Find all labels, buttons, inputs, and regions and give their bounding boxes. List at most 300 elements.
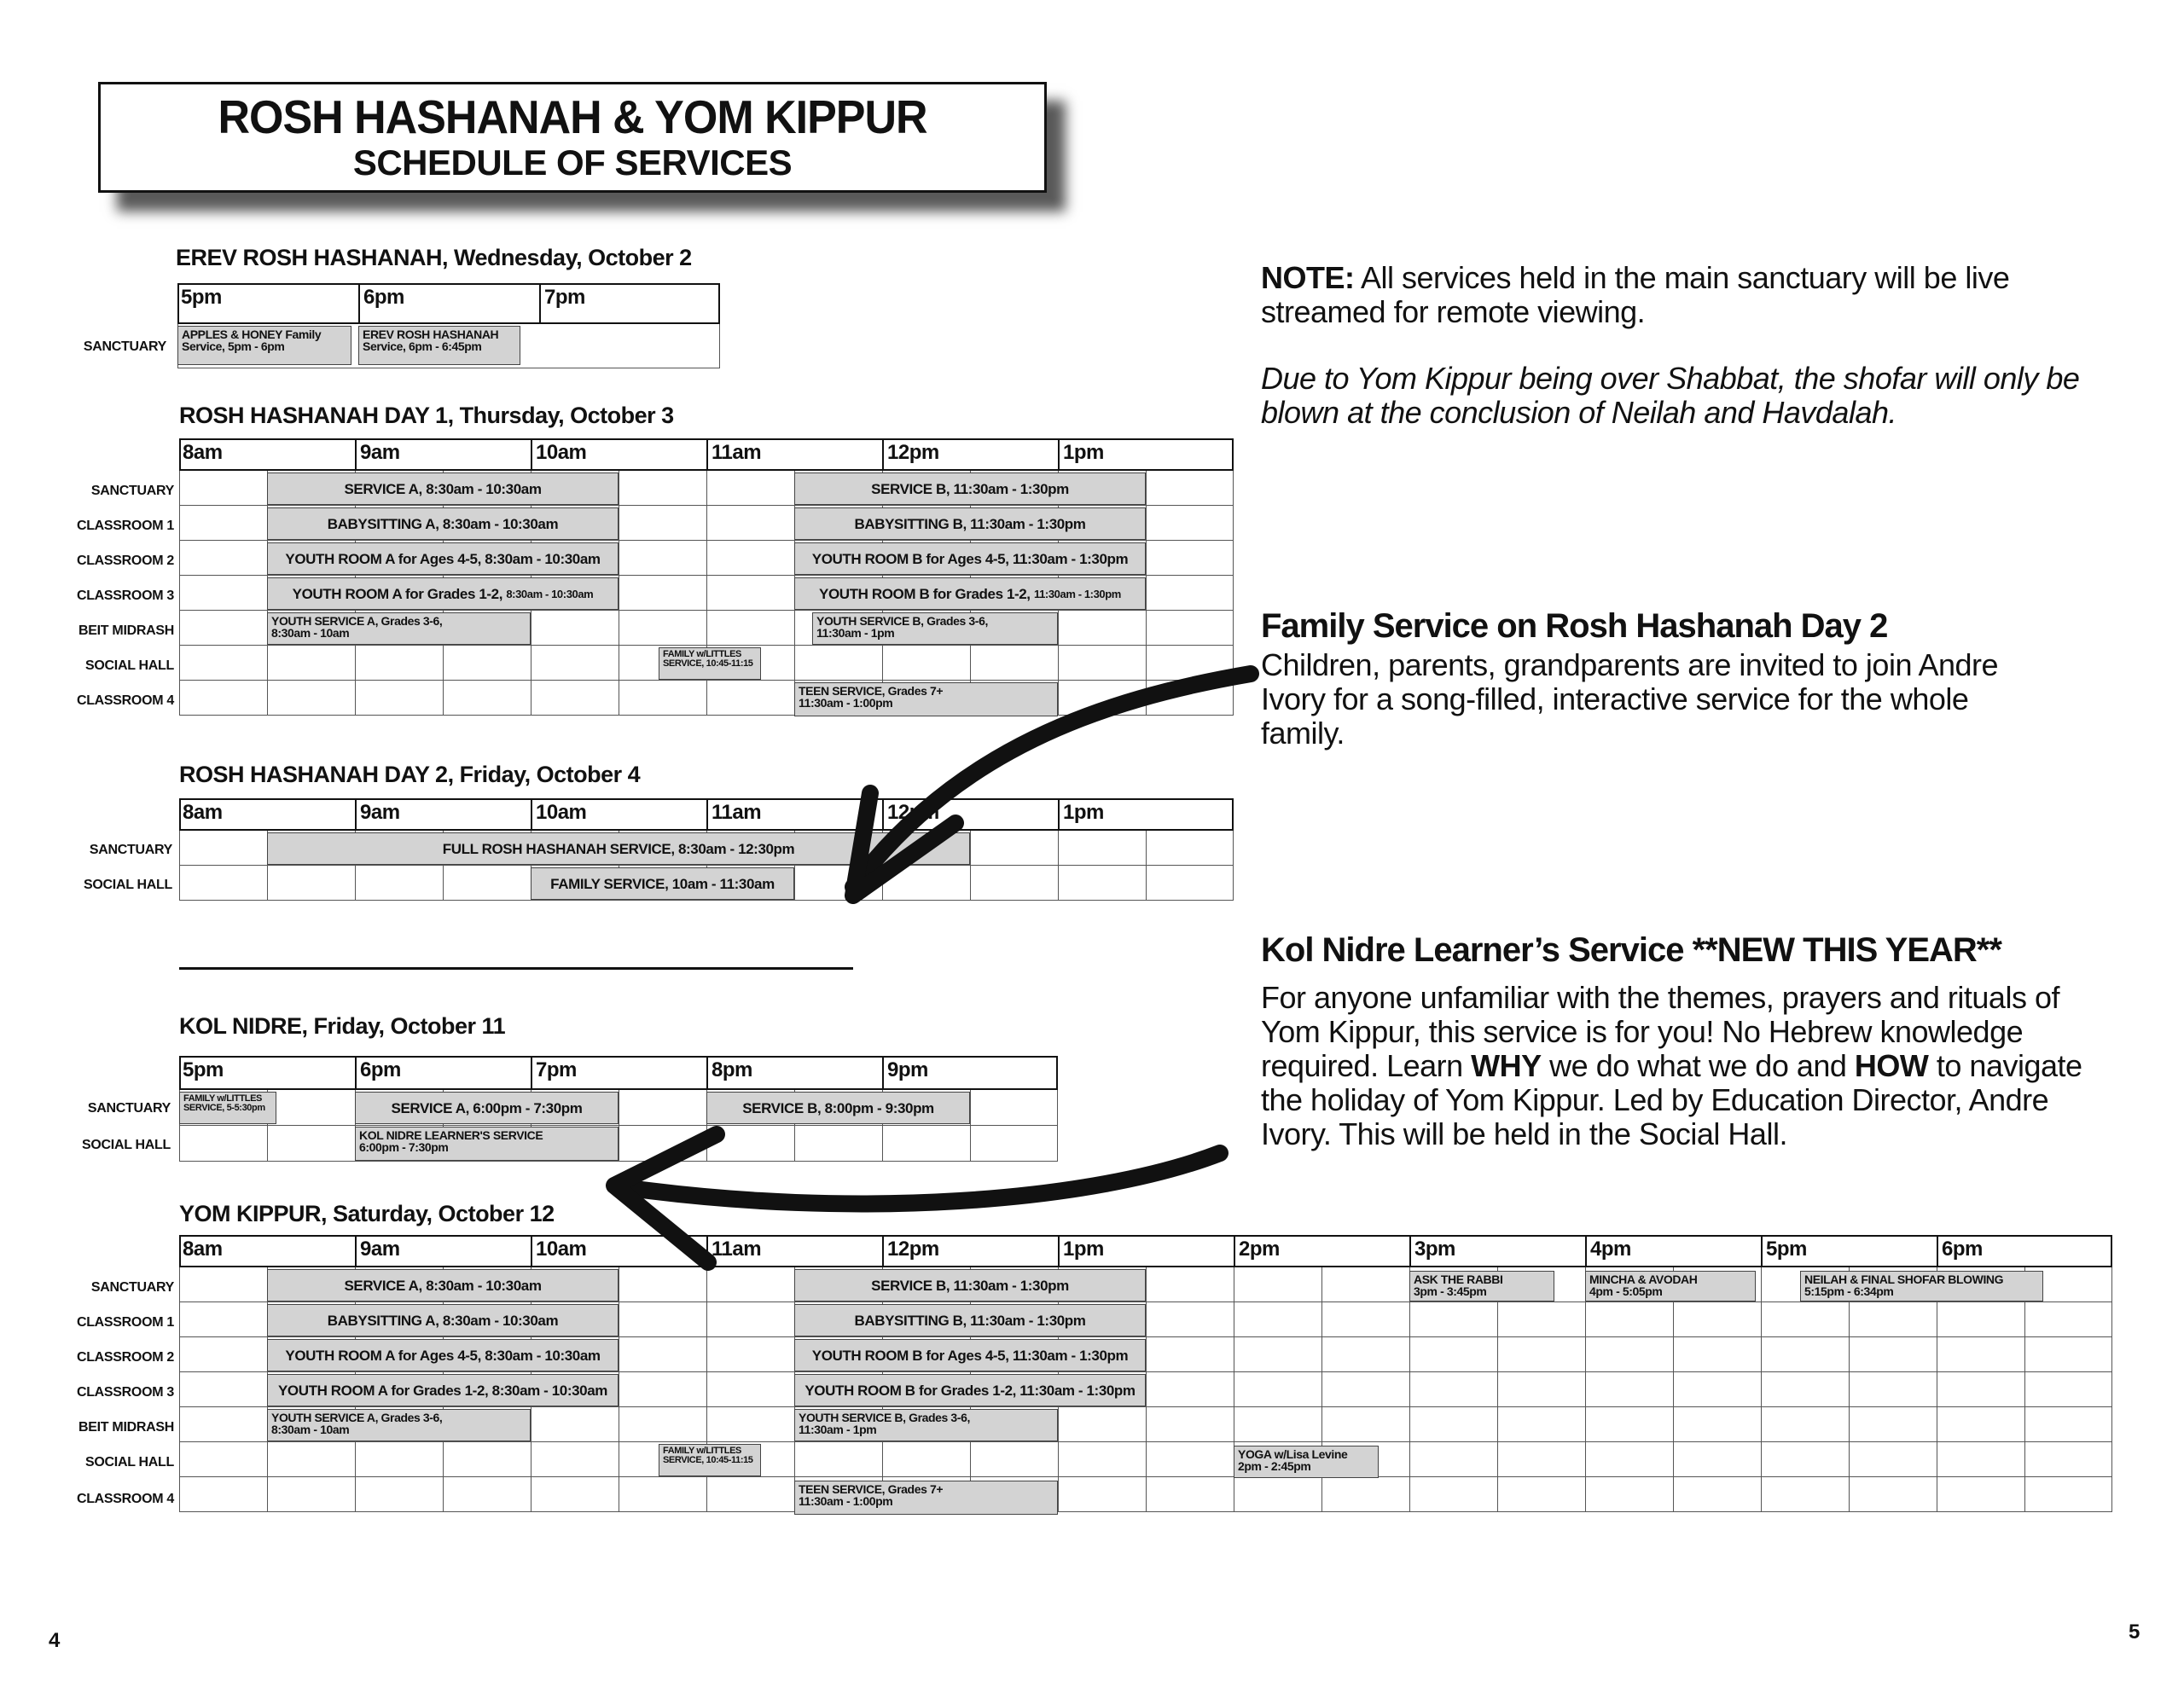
rh1-time-12pm: 12pm	[882, 438, 1058, 471]
erev-time-7pm: 7pm	[539, 283, 720, 324]
yk-cell	[2024, 1477, 2112, 1512]
erev-time-5pm: 5pm	[181, 286, 222, 309]
yk-cell	[1409, 1477, 1497, 1512]
kn-event-learners-service	[355, 1127, 619, 1161]
rh1-event-babysitting-a: BABYSITTING A, 8:30am - 10:30am	[267, 507, 619, 540]
kn-time-5pm: 5pm	[183, 1058, 224, 1081]
rh1-cell	[1058, 646, 1146, 681]
kn-ls-text: KOL NIDRE LEARNER'S SERVICE	[359, 1128, 543, 1142]
rh1-cell	[619, 506, 706, 541]
yk-cell	[1234, 1477, 1321, 1512]
rh2-cell	[1146, 831, 1234, 866]
yk-cell	[1761, 1477, 1849, 1512]
rh1-fl-time: SERVICE, 10:45-11:15	[663, 658, 753, 669]
yk-cell	[1146, 1477, 1234, 1512]
rh1-event-youth-room-b-ages: YOUTH ROOM B for Ages 4-5, 11:30am - 1:30pm	[794, 542, 1146, 575]
rh1-cell	[443, 681, 531, 716]
yk-cell	[619, 1337, 706, 1372]
yk-cell	[1673, 1407, 1761, 1442]
rh1-event-teen-service	[794, 682, 1058, 716]
rh1-cell	[355, 646, 443, 681]
family-service-text: Children, parents, grandparents are invited to join Andre Ivory for a song-filled, interactive service for the whole family.	[1261, 647, 1999, 751]
rh1-row-4: BEIT MIDRASH	[78, 623, 174, 638]
kn-event-service-a: SERVICE A, 6:00pm - 7:30pm	[355, 1092, 619, 1124]
yk-cell	[1761, 1407, 1849, 1442]
yk-event-mincha	[1585, 1271, 1756, 1301]
yk-row-2: CLASSROOM 2	[76, 1350, 174, 1365]
yk-cell	[531, 1442, 619, 1477]
rh2-heading: ROSH HASHANAH DAY 2, Friday, October 4	[179, 762, 641, 787]
rh1-cell	[619, 576, 706, 611]
kn-cell	[179, 1126, 267, 1162]
page-number-left: 4	[49, 1629, 61, 1652]
yk-cell	[1497, 1477, 1585, 1512]
rh1-cell	[1146, 576, 1234, 611]
yk-cell	[1673, 1442, 1761, 1477]
yk-fl-text: FAMILY w/LITTLES	[663, 1446, 741, 1456]
rh1-row-2: CLASSROOM 2	[76, 554, 174, 568]
yk-row-6: CLASSROOM 4	[76, 1492, 174, 1506]
rh1-cell	[179, 681, 267, 716]
rh1-yrb-grades-text: YOUTH ROOM B for Grades 1-2,	[819, 585, 1031, 602]
rh1-event-youth-room-a-grades	[267, 577, 619, 610]
kn-grid	[179, 1056, 1058, 1163]
yk-ar-text: ASK THE RABBI	[1414, 1272, 1503, 1286]
erev-event-apples-honey: APPLES & HONEY Family Service, 5pm - 6pm	[177, 326, 351, 365]
rh2-time-11am: 11am	[706, 798, 882, 831]
rh1-cell	[531, 681, 619, 716]
yk-cell	[1673, 1372, 1761, 1407]
yk-cell	[1585, 1407, 1673, 1442]
yk-row-5: SOCIAL HALL	[85, 1455, 174, 1470]
yk-cell	[1497, 1442, 1585, 1477]
kn-cell	[706, 1126, 794, 1162]
rh1-ysb-time: 11:30am - 1pm	[816, 626, 895, 640]
yk-cell	[1321, 1372, 1409, 1407]
yk-heading: YOM KIPPUR, Saturday, October 12	[179, 1201, 555, 1226]
yk-ysa-time: 8:30am - 10am	[271, 1423, 350, 1436]
rh2-cell	[355, 866, 443, 901]
yk-cell	[1497, 1302, 1585, 1337]
yk-row-0: SANCTUARY	[90, 1280, 174, 1295]
yk-cell	[2024, 1372, 2112, 1407]
yk-cell	[1409, 1372, 1497, 1407]
yk-cell	[1321, 1477, 1409, 1512]
yk-event-babysitting-a: BABYSITTING A, 8:30am - 10:30am	[267, 1304, 619, 1336]
rh1-cell	[706, 576, 794, 611]
rh1-cell	[267, 646, 355, 681]
yk-cell	[1585, 1372, 1673, 1407]
rh2-row-1: SOCIAL HALL	[84, 878, 172, 892]
learner-text-2: we do what we do and	[1541, 1048, 1855, 1083]
yk-cell	[2024, 1442, 2112, 1477]
rh1-cell	[1058, 681, 1146, 716]
rh1-yrb-grades-time: 11:30am - 1:30pm	[1033, 587, 1121, 600]
rh1-cell	[531, 611, 619, 646]
yk-cell	[1146, 1302, 1234, 1337]
rh2-row-0: SANCTUARY	[89, 843, 172, 857]
yk-cell	[179, 1337, 267, 1372]
rh2-cell	[882, 866, 970, 901]
rh1-cell	[355, 681, 443, 716]
yk-cell	[267, 1477, 355, 1512]
kn-fl-text: FAMILY w/LITTLES	[183, 1093, 262, 1104]
yk-cell	[706, 1302, 794, 1337]
yk-cell	[1673, 1302, 1761, 1337]
note-label: NOTE:	[1261, 260, 1355, 295]
rh1-cell	[1146, 681, 1234, 716]
yk-cell	[443, 1477, 531, 1512]
rh1-event-service-a: SERVICE A, 8:30am - 10:30am	[267, 472, 619, 505]
yk-time-9am: 9am	[355, 1235, 531, 1267]
yk-fl-time: SERVICE, 10:45-11:15	[663, 1455, 753, 1465]
rh1-event-babysitting-b: BABYSITTING B, 11:30am - 1:30pm	[794, 507, 1146, 540]
yk-cell	[1234, 1267, 1321, 1302]
rh1-event-youth-service-a	[267, 612, 531, 645]
yk-event-teen-service	[794, 1481, 1058, 1515]
kn-row-0: SANCTUARY	[87, 1101, 171, 1116]
yk-cell	[1234, 1302, 1321, 1337]
yk-cell	[1146, 1442, 1234, 1477]
rh1-cell	[619, 541, 706, 576]
note-shofar-text: Due to Yom Kippur being over Shabbat, the shofar will only be blown at the conclusion of Neilah and Havdalah.	[1261, 361, 2080, 430]
yk-cell	[1849, 1337, 1937, 1372]
rh1-cell	[267, 681, 355, 716]
yk-cell	[1409, 1442, 1497, 1477]
rh1-cell	[794, 646, 882, 681]
yk-event-youth-room-b-ages: YOUTH ROOM B for Ages 4-5, 11:30am - 1:30pm	[794, 1339, 1146, 1371]
yk-cell	[1409, 1407, 1497, 1442]
yk-cell	[1234, 1407, 1321, 1442]
page-subtitle: SCHEDULE OF SERVICES	[352, 142, 793, 183]
yk-cell	[1761, 1302, 1849, 1337]
yk-cell	[1234, 1337, 1321, 1372]
yk-cell	[1497, 1372, 1585, 1407]
rh2-cell	[267, 866, 355, 901]
yk-cell	[706, 1477, 794, 1512]
rh1-cell	[443, 646, 531, 681]
rh1-ysa-text: YOUTH SERVICE A, Grades 3-6,	[271, 614, 443, 628]
rh2-cell	[794, 866, 882, 901]
learner-how: HOW	[1854, 1048, 1929, 1083]
yk-cell	[1497, 1407, 1585, 1442]
yk-cell	[1937, 1442, 2024, 1477]
rh1-event-youth-service-b	[812, 612, 1058, 645]
yk-ysa-text: YOUTH SERVICE A, Grades 3-6,	[271, 1411, 443, 1424]
rh1-cell	[1146, 611, 1234, 646]
yk-cell	[1937, 1372, 2024, 1407]
yk-cell	[1673, 1337, 1761, 1372]
rh2-cell	[443, 866, 531, 901]
yk-cell	[1146, 1337, 1234, 1372]
yk-cell	[1497, 1337, 1585, 1372]
yk-cell	[1849, 1477, 1937, 1512]
yk-time-1pm: 1pm	[1058, 1235, 1234, 1267]
yk-cell	[179, 1302, 267, 1337]
rh1-ysa-time: 8:30am - 10am	[271, 626, 350, 640]
family-service-title: Family Service on Rosh Hashanah Day 2	[1261, 607, 1888, 645]
rh2-cell	[179, 866, 267, 901]
kn-heading: KOL NIDRE, Friday, October 11	[179, 1013, 506, 1039]
kn-cell	[794, 1126, 882, 1162]
rh2-cell	[1058, 831, 1146, 866]
yk-cell	[706, 1372, 794, 1407]
rh1-cell	[706, 471, 794, 506]
rh2-time-10am: 10am	[531, 798, 706, 831]
rh1-cell	[706, 541, 794, 576]
yk-ysb-time: 11:30am - 1pm	[799, 1423, 877, 1436]
yk-event-family-littles	[659, 1444, 761, 1476]
yk-cell	[1849, 1372, 1937, 1407]
rh1-row-6: CLASSROOM 4	[76, 693, 174, 708]
rh2-event-full-service: FULL ROSH HASHANAH SERVICE, 8:30am - 12:30pm	[267, 832, 970, 865]
rh1-cell	[706, 611, 794, 646]
yk-event-neilah	[1800, 1271, 2043, 1301]
rh2-grid	[179, 798, 1234, 902]
yk-cell	[1937, 1337, 2024, 1372]
kn-time-9pm: 9pm	[882, 1056, 1058, 1090]
rh1-cell	[706, 681, 794, 716]
yk-cell	[179, 1407, 267, 1442]
yk-cell	[179, 1477, 267, 1512]
rh1-time-10am: 10am	[531, 438, 706, 471]
yk-cell	[706, 1267, 794, 1302]
yk-event-babysitting-b: BABYSITTING B, 11:30am - 1:30pm	[794, 1304, 1146, 1336]
rh1-row-3: CLASSROOM 3	[76, 588, 174, 603]
yk-event-service-a: SERVICE A, 8:30am - 10:30am	[267, 1269, 619, 1301]
yk-ysb-text: YOUTH SERVICE B, Grades 3-6,	[799, 1411, 970, 1424]
rh1-cell	[1058, 611, 1146, 646]
yk-teen-time: 11:30am - 1:00pm	[799, 1494, 893, 1508]
kn-ls-time: 6:00pm - 7:30pm	[359, 1140, 449, 1154]
kn-cell	[267, 1090, 355, 1126]
yk-cell	[355, 1477, 443, 1512]
yk-cell	[443, 1442, 531, 1477]
yk-cell	[1409, 1302, 1497, 1337]
rh1-event-youth-room-b-grades	[794, 577, 1146, 610]
rh1-teen-text: TEEN SERVICE, Grades 7+	[799, 684, 944, 698]
yk-event-youth-service-a	[267, 1409, 531, 1441]
yk-cell	[1849, 1407, 1937, 1442]
rh1-row-1: CLASSROOM 1	[76, 519, 174, 533]
yk-cell	[619, 1302, 706, 1337]
yk-cell	[1321, 1407, 1409, 1442]
yk-cell	[1321, 1337, 1409, 1372]
note-text: All services held in the main sanctuary will be live streamed for remote viewing.	[1261, 260, 2010, 329]
yk-event-youth-room-a-grades: YOUTH ROOM A for Grades 1-2, 8:30am - 10:30am	[267, 1374, 619, 1406]
rh1-event-service-b: SERVICE B, 11:30am - 1:30pm	[794, 472, 1146, 505]
yk-cell	[794, 1442, 882, 1477]
yk-m-time: 4pm - 5:05pm	[1589, 1284, 1663, 1298]
learner-text-3: to navigate the holiday of Yom Kippur. Led by Education Director, Andre Ivory. This will be held in the Social Hall.	[1261, 1048, 2082, 1151]
kn-cell	[619, 1090, 706, 1126]
yk-time-6pm: 6pm	[1937, 1235, 2112, 1267]
rh1-cell	[706, 506, 794, 541]
section-divider	[179, 967, 853, 970]
learner-why: WHY	[1471, 1048, 1542, 1083]
rh2-cell	[970, 866, 1058, 901]
yk-cell	[1849, 1302, 1937, 1337]
yk-grid	[179, 1235, 2112, 1520]
yk-event-service-b: SERVICE B, 11:30am - 1:30pm	[794, 1269, 1146, 1301]
rh1-cell	[619, 471, 706, 506]
rh1-event-youth-room-a-ages: YOUTH ROOM A for Ages 4-5, 8:30am - 10:30am	[267, 542, 619, 575]
rh1-cell	[619, 611, 706, 646]
yk-yoga-text: YOGA w/Lisa Levine	[1238, 1447, 1348, 1461]
yk-cell	[1321, 1267, 1409, 1302]
rh1-row-0: SANCTUARY	[90, 484, 174, 498]
note-block	[1261, 261, 2114, 329]
rh2-cell	[970, 831, 1058, 866]
yk-cell	[619, 1267, 706, 1302]
yk-time-4pm: 4pm	[1585, 1235, 1761, 1267]
erev-grid	[177, 283, 720, 368]
yk-cell	[619, 1407, 706, 1442]
kn-cell	[267, 1126, 355, 1162]
erev-event-erev-service: EREV ROSH HASHANAH Service, 6pm - 6:45pm	[358, 326, 520, 365]
kn-cell	[970, 1090, 1058, 1126]
yk-event-yoga	[1234, 1446, 1379, 1478]
kn-cell	[882, 1126, 970, 1162]
yk-time-2pm: 2pm	[1234, 1235, 1409, 1267]
yk-time-8am: 8am	[183, 1238, 223, 1261]
yk-cell	[1585, 1302, 1673, 1337]
rh1-yra-grades-time: 8:30am - 10:30am	[506, 587, 594, 600]
yk-ar-time: 3pm - 3:45pm	[1414, 1284, 1487, 1298]
rh1-cell	[1146, 541, 1234, 576]
rh1-time-8am: 8am	[183, 441, 223, 464]
yk-event-youth-room-a-ages: YOUTH ROOM A for Ages 4-5, 8:30am - 10:30am	[267, 1339, 619, 1371]
kn-time-6pm: 6pm	[355, 1056, 531, 1090]
yk-cell	[1761, 1372, 1849, 1407]
yk-cell	[179, 1267, 267, 1302]
yk-cell	[1937, 1407, 2024, 1442]
rh1-ysb-text: YOUTH SERVICE B, Grades 3-6,	[816, 614, 988, 628]
yk-cell	[1321, 1302, 1409, 1337]
yk-cell	[2024, 1302, 2112, 1337]
yk-time-3pm: 3pm	[1409, 1235, 1585, 1267]
yk-cell	[1673, 1477, 1761, 1512]
learner-text-1: For anyone unfamiliar with the themes, prayers and rituals of Yom Kippur, this service is for you! No Hebrew knowledge required. Learn	[1261, 980, 2059, 1083]
yk-time-11am: 11am	[706, 1235, 882, 1267]
yk-cell	[1146, 1267, 1234, 1302]
yk-cell	[1585, 1477, 1673, 1512]
kn-event-service-b: SERVICE B, 8:00pm - 9:30pm	[706, 1092, 970, 1124]
learner-service-text	[1261, 981, 2114, 1151]
yk-n-time: 5:15pm - 6:34pm	[1804, 1284, 1894, 1298]
yk-cell	[531, 1407, 619, 1442]
yk-cell	[1409, 1337, 1497, 1372]
yk-yoga-time: 2pm - 2:45pm	[1238, 1459, 1311, 1473]
note-italic	[1261, 362, 2114, 430]
rh1-cell	[179, 506, 267, 541]
yk-cell	[1058, 1407, 1146, 1442]
yk-cell	[531, 1477, 619, 1512]
yk-row-4: BEIT MIDRASH	[78, 1420, 174, 1435]
yk-cell	[1058, 1477, 1146, 1512]
rh1-time-9am: 9am	[355, 438, 531, 471]
yk-cell	[1146, 1372, 1234, 1407]
rh1-cell	[179, 576, 267, 611]
yk-teen-text: TEEN SERVICE, Grades 7+	[799, 1482, 944, 1496]
learner-service-title: Kol Nidre Learner’s Service **NEW THIS YEAR**	[1261, 931, 2001, 969]
rh2-event-family-service: FAMILY SERVICE, 10am - 11:30am	[531, 867, 794, 900]
page-title: ROSH HASHANAH & YOM KIPPUR	[218, 91, 927, 144]
yk-cell	[179, 1442, 267, 1477]
rh1-grid	[179, 438, 1234, 723]
erev-time-6pm: 6pm	[358, 283, 539, 324]
yk-cell	[2024, 1337, 2112, 1372]
rh2-time-9am: 9am	[355, 798, 531, 831]
yk-cell	[1761, 1337, 1849, 1372]
yk-cell	[882, 1442, 970, 1477]
rh2-time-8am: 8am	[183, 801, 223, 824]
rh2-cell	[1058, 866, 1146, 901]
yk-cell	[2024, 1407, 2112, 1442]
erev-row-sanctuary: SANCTUARY	[83, 339, 166, 354]
kn-time-8pm: 8pm	[706, 1056, 882, 1090]
rh1-cell	[179, 611, 267, 646]
yk-time-12pm: 12pm	[882, 1235, 1058, 1267]
yk-cell	[1585, 1442, 1673, 1477]
yk-cell	[619, 1372, 706, 1407]
kn-fl-time: SERVICE, 5-5:30pm	[183, 1103, 265, 1113]
kn-cell	[970, 1126, 1058, 1162]
rh1-time-11am: 11am	[706, 438, 882, 471]
yk-row-3: CLASSROOM 3	[76, 1385, 174, 1400]
rh1-cell	[619, 681, 706, 716]
rh1-fl-text: FAMILY w/LITTLES	[663, 649, 741, 659]
yk-cell	[1937, 1302, 2024, 1337]
yk-row-1: CLASSROOM 1	[76, 1315, 174, 1330]
yk-cell	[355, 1442, 443, 1477]
kn-time-7pm: 7pm	[531, 1056, 706, 1090]
yk-cell	[267, 1442, 355, 1477]
yk-time-10am: 10am	[531, 1235, 706, 1267]
yk-cell	[179, 1372, 267, 1407]
yk-cell	[619, 1477, 706, 1512]
yk-cell	[1058, 1442, 1146, 1477]
rh1-cell	[882, 646, 970, 681]
kn-row-1: SOCIAL HALL	[82, 1138, 171, 1152]
yk-cell	[1761, 1442, 1849, 1477]
title-box	[98, 82, 1047, 193]
yk-cell	[706, 1407, 794, 1442]
yk-event-ask-rabbi	[1409, 1271, 1554, 1301]
rh1-cell	[1146, 471, 1234, 506]
yk-cell	[1146, 1407, 1234, 1442]
page-number-right: 5	[2129, 1620, 2140, 1644]
rh1-cell	[179, 646, 267, 681]
yk-cell	[1585, 1337, 1673, 1372]
rh2-time-1pm: 1pm	[1058, 798, 1234, 831]
rh1-cell	[179, 471, 267, 506]
yk-n-text: NEILAH & FINAL SHOFAR BLOWING	[1804, 1272, 2004, 1286]
rh1-cell	[179, 541, 267, 576]
rh1-teen-time: 11:30am - 1:00pm	[799, 696, 893, 710]
rh1-row-5: SOCIAL HALL	[85, 658, 174, 673]
yk-m-text: MINCHA & AVODAH	[1589, 1272, 1698, 1286]
yk-time-5pm: 5pm	[1761, 1235, 1937, 1267]
yk-cell	[1234, 1372, 1321, 1407]
rh1-cell	[970, 646, 1058, 681]
kn-cell	[619, 1126, 706, 1162]
yk-cell	[706, 1337, 794, 1372]
rh1-time-1pm: 1pm	[1058, 438, 1234, 471]
rh1-cell	[1146, 646, 1234, 681]
rh1-cell	[531, 646, 619, 681]
rh2-time-12pm: 12pm	[882, 798, 1058, 831]
